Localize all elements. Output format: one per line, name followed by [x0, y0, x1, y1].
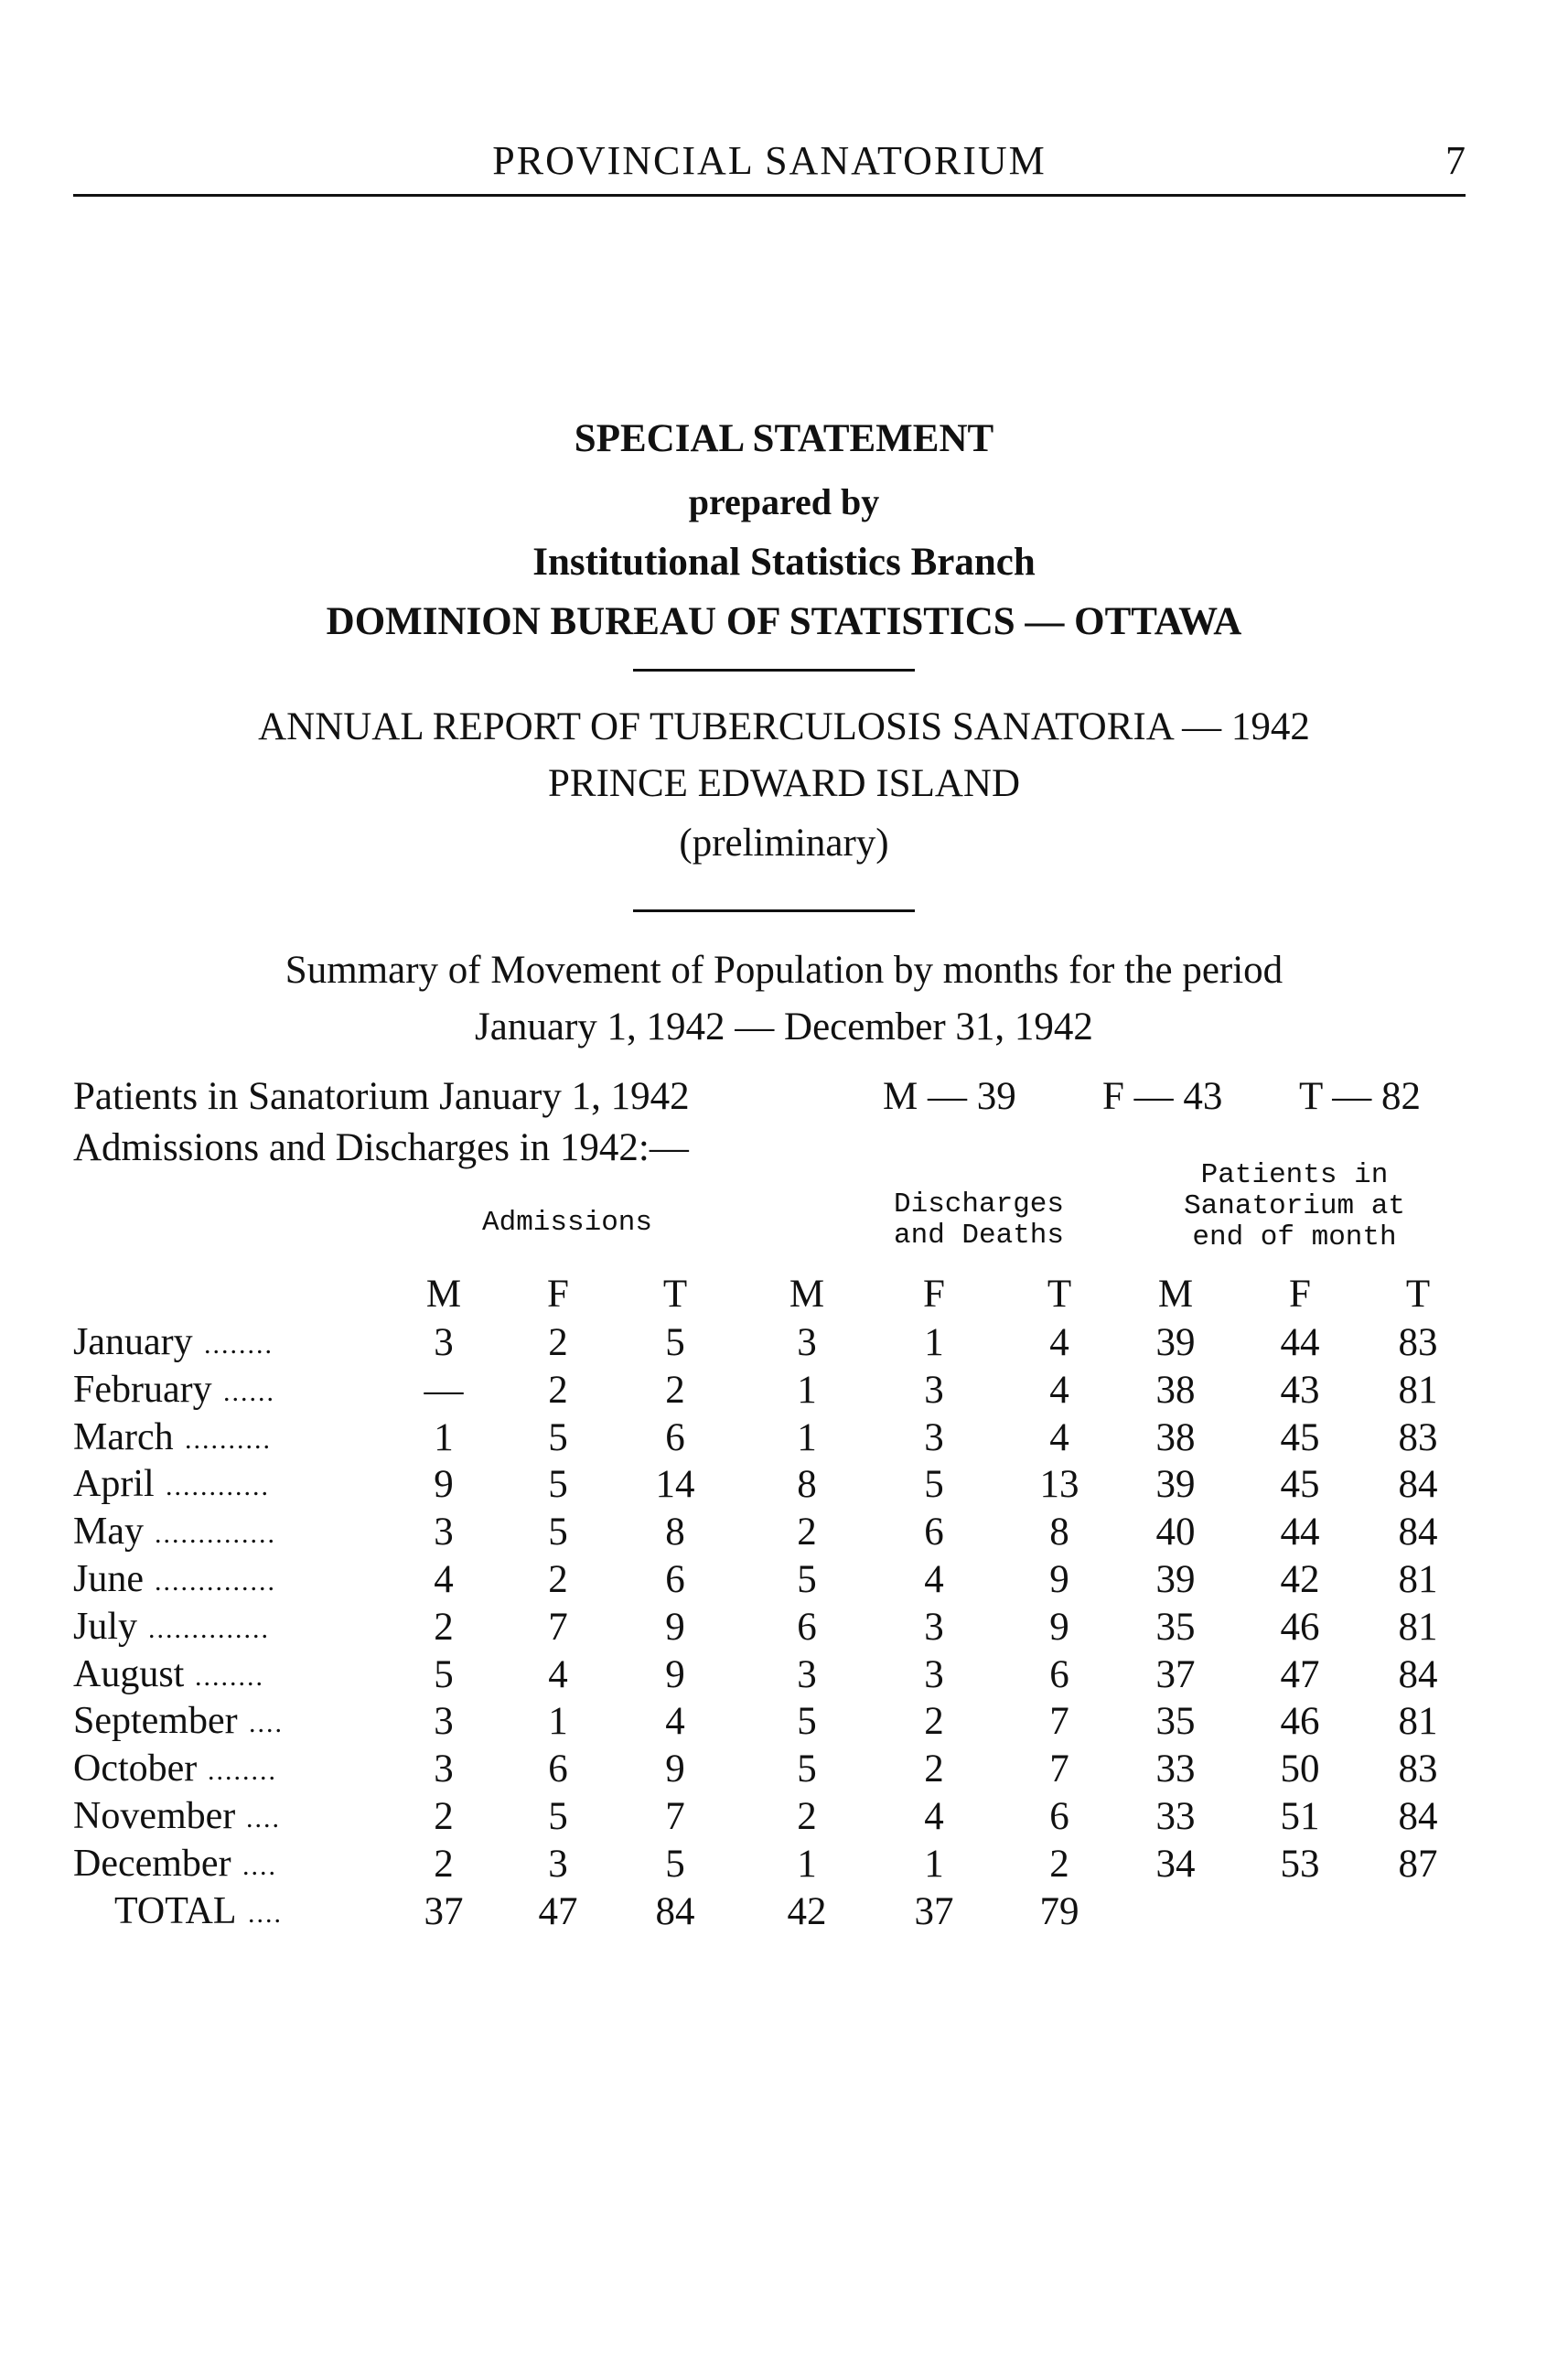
table-cell: 5	[548, 1795, 568, 1838]
table-cell: 9	[434, 1463, 454, 1506]
table-cell: —	[424, 1369, 464, 1412]
patients-start-label: Patients in Sanatorium January 1, 1942	[73, 1075, 690, 1118]
leader-dots: ..............	[155, 1519, 276, 1549]
table-cell: 47	[1280, 1653, 1320, 1696]
table-cell: 79	[1039, 1890, 1079, 1933]
group-header-discharges	[842, 1189, 1116, 1252]
table-cell: 2	[434, 1843, 454, 1886]
table-cell: 9	[1049, 1558, 1069, 1601]
group-header-patients	[1144, 1160, 1445, 1253]
report-title: ANNUAL REPORT OF TUBERCULOSIS SANATORIA — 1942	[258, 705, 1310, 748]
table-cell: 2	[1049, 1843, 1069, 1886]
table-cell: 1	[548, 1700, 568, 1743]
table-cell: 53	[1280, 1843, 1320, 1886]
table-cell: 5	[797, 1700, 817, 1743]
table-cell: 5	[665, 1321, 685, 1364]
table-cell: 2	[665, 1369, 685, 1412]
leader-dots: ........	[195, 1661, 264, 1692]
table-cell: 2	[434, 1795, 454, 1838]
table-cell: 3	[434, 1511, 454, 1554]
header-rule	[73, 194, 1466, 197]
col-header-pat-f: F	[1289, 1273, 1311, 1316]
table-cell: 81	[1398, 1700, 1438, 1743]
table-cell: 84	[1398, 1511, 1438, 1554]
group-header-line: Patients in	[1200, 1159, 1389, 1191]
table-cell: 3	[924, 1369, 944, 1412]
patients-start-female: F — 43	[1102, 1075, 1223, 1118]
table-cell: 7	[548, 1606, 568, 1649]
table-cell: 2	[797, 1511, 817, 1554]
table-cell: 1	[797, 1843, 817, 1886]
table-cell: 5	[548, 1463, 568, 1506]
table-cell: 37	[1155, 1653, 1196, 1696]
group-header-line: Admissions	[481, 1207, 653, 1239]
table-total-row	[0, 1889, 1568, 1937]
month-label: June	[73, 1558, 144, 1600]
table-cell: 81	[1398, 1369, 1438, 1412]
month-label: January	[73, 1321, 193, 1363]
month-label: November	[73, 1795, 236, 1837]
leader-dots: ......	[223, 1377, 275, 1407]
patients-start-total: T — 82	[1299, 1075, 1421, 1118]
patients-start-male: M — 39	[883, 1075, 1016, 1118]
table-row	[0, 1462, 1568, 1510]
leader-dots: ....	[246, 1803, 281, 1833]
col-header-adm-f: F	[547, 1273, 569, 1316]
table-cell: 2	[434, 1606, 454, 1649]
table-cell: 40	[1155, 1511, 1196, 1554]
table-row	[0, 1842, 1568, 1889]
table-row	[0, 1368, 1568, 1415]
table-cell: 5	[434, 1653, 454, 1696]
table-row	[0, 1320, 1568, 1368]
table-cell: 34	[1155, 1843, 1196, 1886]
table-cell: 1	[434, 1416, 454, 1459]
table-cell: 39	[1155, 1463, 1196, 1506]
table-cell: 39	[1155, 1558, 1196, 1601]
table-cell: 6	[797, 1606, 817, 1649]
table-cell: 7	[665, 1795, 685, 1838]
table-cell: 8	[1049, 1511, 1069, 1554]
leader-dots: ........	[208, 1756, 277, 1786]
table-cell: 50	[1280, 1747, 1320, 1790]
table-cell: 81	[1398, 1558, 1438, 1601]
group-header-line: Sanatorium at	[1184, 1190, 1405, 1222]
admissions-heading: Admissions and Discharges in 1942:—	[73, 1126, 689, 1169]
table-cell: 37	[914, 1890, 954, 1933]
col-header-pat-m: M	[1157, 1273, 1194, 1316]
month-label: September	[73, 1700, 238, 1742]
table-cell: 3	[434, 1700, 454, 1743]
month-label: April	[73, 1463, 155, 1505]
month-label: March	[73, 1416, 174, 1458]
col-header-adm-m: M	[425, 1273, 462, 1316]
table-cell: 2	[924, 1747, 944, 1790]
table-cell: 1	[924, 1321, 944, 1364]
leader-dots: ....	[249, 1708, 284, 1738]
table-row	[0, 1794, 1568, 1842]
table-cell: 39	[1155, 1321, 1196, 1364]
bureau-name: DOMINION BUREAU OF STATISTICS — OTTAWA	[326, 600, 1242, 643]
table-cell: 6	[665, 1416, 685, 1459]
table-cell: 87	[1398, 1843, 1438, 1886]
table-cell: 1	[924, 1843, 944, 1886]
table-cell: 8	[797, 1463, 817, 1506]
table-cell: 83	[1398, 1321, 1438, 1364]
table-cell: 83	[1398, 1747, 1438, 1790]
table-cell: 2	[548, 1369, 568, 1412]
header-title: PROVINCIAL SANATORIUM	[492, 138, 1047, 183]
table-cell: 7	[1049, 1700, 1069, 1743]
table-cell: 33	[1155, 1795, 1196, 1838]
table-cell: 13	[1039, 1463, 1079, 1506]
table-cell: 4	[924, 1558, 944, 1601]
table-cell: 6	[548, 1747, 568, 1790]
leader-dots: ..............	[148, 1614, 270, 1644]
leader-dots: ..............	[155, 1566, 276, 1597]
month-label: May	[73, 1511, 144, 1553]
table-cell: 3	[924, 1653, 944, 1696]
table-cell: 84	[1398, 1795, 1438, 1838]
table-cell: 42	[1280, 1558, 1320, 1601]
table-cell: 42	[787, 1890, 827, 1933]
group-header-line: Discharges	[893, 1188, 1065, 1221]
table-cell: 1	[797, 1416, 817, 1459]
table-cell: 3	[797, 1653, 817, 1696]
table-cell: 37	[424, 1890, 464, 1933]
table-cell: 6	[1049, 1653, 1069, 1696]
table-cell: 4	[665, 1700, 685, 1743]
table-cell: 2	[548, 1321, 568, 1364]
table-cell: 84	[1398, 1463, 1438, 1506]
page-number: 7	[1445, 138, 1466, 183]
table-row	[0, 1415, 1568, 1463]
summary-line-1: Summary of Movement of Population by months for the period	[285, 949, 1283, 992]
table-row	[0, 1652, 1568, 1700]
table-cell: 35	[1155, 1700, 1196, 1743]
prepared-by: prepared by	[688, 481, 880, 522]
table-row	[0, 1699, 1568, 1747]
month-label: December	[73, 1843, 231, 1885]
leader-dots: ....	[248, 1898, 283, 1929]
table-cell: 9	[665, 1747, 685, 1790]
table-cell: 81	[1398, 1606, 1438, 1649]
col-header-dis-f: F	[923, 1273, 945, 1316]
table-cell: 6	[1049, 1795, 1069, 1838]
table-cell: 4	[434, 1558, 454, 1601]
table-cell: 4	[1049, 1369, 1069, 1412]
total-label: TOTAL	[114, 1890, 237, 1932]
table-cell: 43	[1280, 1369, 1320, 1412]
table-cell: 5	[548, 1416, 568, 1459]
table-cell: 44	[1280, 1511, 1320, 1554]
table-cell: 8	[665, 1511, 685, 1554]
table-cell: 84	[1398, 1653, 1438, 1696]
table-cell: 3	[434, 1747, 454, 1790]
leader-dots: ..........	[185, 1425, 272, 1455]
month-label: February	[73, 1369, 212, 1411]
table-cell: 2	[548, 1558, 568, 1601]
table-cell: 83	[1398, 1416, 1438, 1459]
table-cell: 3	[924, 1606, 944, 1649]
table-cell: 4	[924, 1795, 944, 1838]
table-cell: 4	[1049, 1321, 1069, 1364]
table-cell: 9	[1049, 1606, 1069, 1649]
group-header-line: and Deaths	[893, 1220, 1065, 1252]
col-header-dis-m: M	[789, 1273, 825, 1316]
divider-rule	[633, 669, 915, 672]
table-cell: 46	[1280, 1606, 1320, 1649]
table-cell: 5	[797, 1558, 817, 1601]
table-cell: 5	[797, 1747, 817, 1790]
table-cell: 14	[655, 1463, 695, 1506]
table-cell: 3	[797, 1321, 817, 1364]
table-row	[0, 1605, 1568, 1652]
table-cell: 2	[797, 1795, 817, 1838]
table-cell: 4	[548, 1653, 568, 1696]
table-row	[0, 1510, 1568, 1557]
statement-title: SPECIAL STATEMENT	[574, 417, 994, 460]
table-cell: 7	[1049, 1747, 1069, 1790]
table-cell: 6	[924, 1511, 944, 1554]
table-cell: 84	[655, 1890, 695, 1933]
leader-dots: ....	[242, 1851, 277, 1881]
table-cell: 5	[665, 1843, 685, 1886]
table-row	[0, 1557, 1568, 1605]
report-status: (preliminary)	[679, 822, 889, 865]
table-cell: 3	[434, 1321, 454, 1364]
table-cell: 51	[1280, 1795, 1320, 1838]
divider-rule	[633, 909, 915, 912]
table-cell: 44	[1280, 1321, 1320, 1364]
table-cell: 45	[1280, 1416, 1320, 1459]
month-label: July	[73, 1606, 138, 1648]
month-label: October	[73, 1747, 198, 1790]
table-cell: 6	[665, 1558, 685, 1601]
table-cell: 4	[1049, 1416, 1069, 1459]
table-cell: 38	[1155, 1369, 1196, 1412]
table-cell: 3	[548, 1843, 568, 1886]
table-cell: 47	[538, 1890, 578, 1933]
leader-dots: ............	[166, 1471, 270, 1501]
col-header-pat-t: T	[1405, 1273, 1431, 1316]
col-header-dis-t: T	[1047, 1273, 1072, 1316]
branch-name: Institutional Statistics Branch	[532, 541, 1036, 584]
table-cell: 1	[797, 1369, 817, 1412]
running-header	[73, 137, 1466, 188]
table-cell: 5	[924, 1463, 944, 1506]
table-row	[0, 1747, 1568, 1794]
table-cell: 33	[1155, 1747, 1196, 1790]
table-cell: 3	[924, 1416, 944, 1459]
table-cell: 45	[1280, 1463, 1320, 1506]
table-cell: 9	[665, 1606, 685, 1649]
table-cell: 9	[665, 1653, 685, 1696]
table-cell: 2	[924, 1700, 944, 1743]
group-header-line: end of month	[1192, 1221, 1397, 1253]
table-cell: 46	[1280, 1700, 1320, 1743]
group-header-admissions	[457, 1208, 677, 1239]
col-header-adm-t: T	[662, 1273, 688, 1316]
table-cell: 35	[1155, 1606, 1196, 1649]
table-cell: 5	[548, 1511, 568, 1554]
table-cell: 38	[1155, 1416, 1196, 1459]
report-province: PRINCE EDWARD ISLAND	[548, 762, 1020, 805]
summary-period: January 1, 1942 — December 31, 1942	[475, 1005, 1093, 1048]
leader-dots: ........	[204, 1329, 274, 1360]
month-label: August	[73, 1653, 185, 1695]
